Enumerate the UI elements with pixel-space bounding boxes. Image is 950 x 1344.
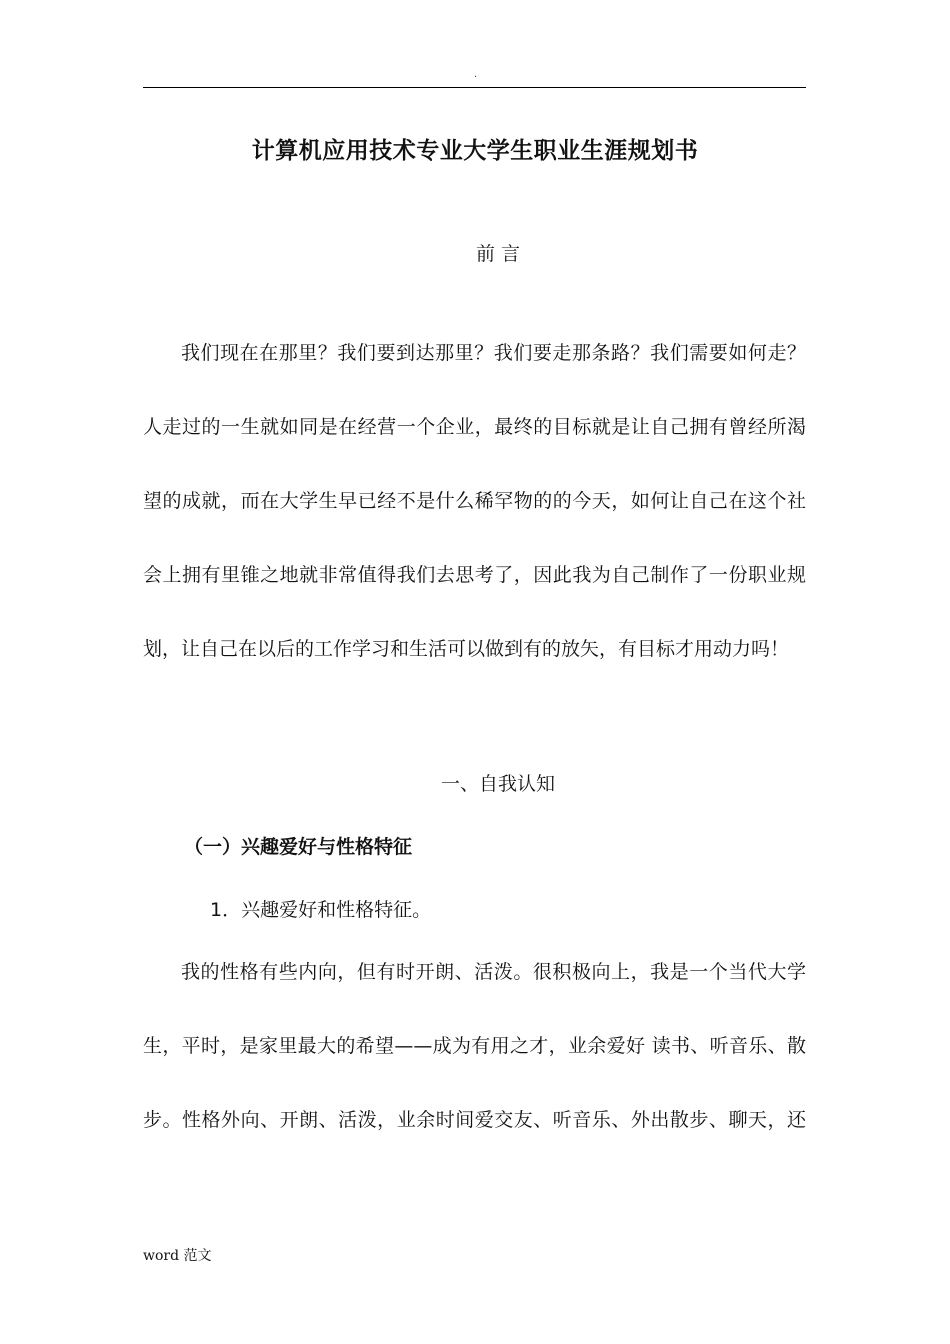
section-heading: 一、自我认知	[440, 773, 555, 795]
preface-paragraph	[143, 316, 806, 686]
paragraph-line: 我们现在在那里？我们要到达那里？我们要走那条路？我们需要如何走？	[181, 342, 806, 364]
paragraph-line: 划，让自己在以后的工作学习和生活可以做到有的放矢，有目标才用动力吗！	[143, 638, 790, 660]
item-heading: 1．兴趣爱好和性格特征。	[210, 899, 432, 921]
document-title: 计算机应用技术专业大学生职业生涯规划书	[251, 138, 699, 164]
paragraph-line: 会上拥有里锥之地就非常值得我们去思考了，因此我为自己制作了一份职业规	[143, 564, 806, 586]
paragraph-line: 我的性格有些内向，但有时开朗、活泼。很积极向上，我是一个当代大学	[181, 961, 806, 983]
paragraph-line: 步。性格外向、开朗、活泼，业余时间爱交友、听音乐、外出散步、聊天，还	[143, 1109, 806, 1131]
subsection-heading: （一）兴趣爱好与性格特征	[184, 836, 413, 858]
paragraph-line: 人走过的一生就如同是在经营一个企业，最终的目标就是让自己拥有曾经所渴	[143, 416, 806, 438]
header-mark: .	[474, 69, 478, 80]
footer-label: word 范文	[143, 1248, 212, 1264]
paragraph-line: 生，平时，是家里最大的希望——成为有用之才，业余爱好 读书、听音乐、散	[143, 1035, 806, 1057]
preface-heading: 前 言	[475, 243, 521, 265]
paragraph-line: 望的成就，而在大学生早已经不是什么稀罕物的的今天，如何让自己在这个社	[143, 490, 806, 512]
header-rule	[143, 87, 806, 88]
body-paragraph	[143, 935, 806, 1157]
